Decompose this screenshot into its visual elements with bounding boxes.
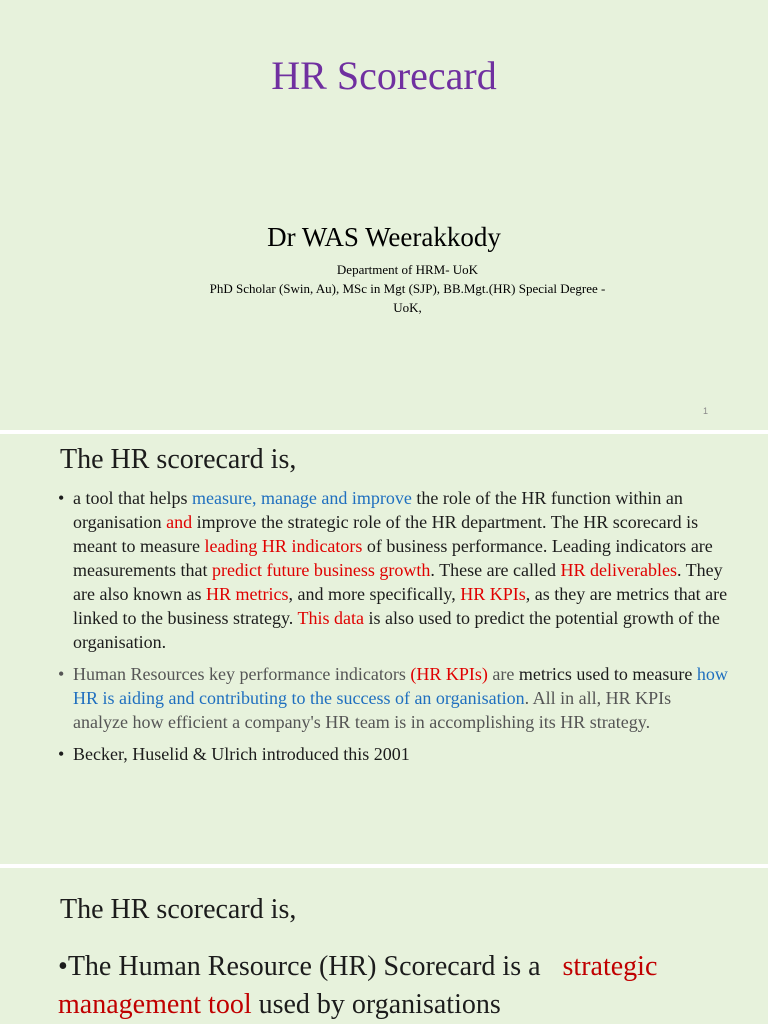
bullet-item	[58, 486, 728, 654]
bullet-item	[58, 662, 728, 734]
text-run: . All in all, HR KPIs analyze how efficient a company's HR team is in accomplishing its HR strategy.	[73, 688, 672, 732]
text-run: of business performance. Leading indicators are measurements that	[73, 536, 713, 580]
highlight-text: how HR is aiding and contributing to the success of an organisation	[73, 664, 728, 708]
slide-1	[0, 0, 768, 430]
highlight-text: (HR KPIs)	[410, 664, 488, 684]
highlight-text: and	[166, 512, 193, 532]
highlight-text: HR KPIs	[460, 584, 526, 604]
affiliation-qualifications: PhD Scholar (Swin, Au), MSc in Mgt (SJP), BB.Mgt.(HR) Special Degree -	[209, 281, 606, 296]
bullet-icon: •	[58, 744, 65, 764]
slide-3	[0, 868, 768, 1024]
text-run: Becker, Huselid & Ulrich introduced this 2001	[73, 744, 410, 764]
text-run: the role of the HR function within an organisation	[73, 488, 683, 532]
affiliation-department: Department of HRM- UoK	[336, 262, 479, 277]
page-number: 1	[702, 406, 708, 416]
text-run: , as they are metrics that are linked to the business strategy.	[73, 584, 728, 628]
highlight-text: This data	[297, 608, 364, 628]
highlight-text: predict future business growth	[211, 560, 431, 580]
bullet-list	[58, 486, 728, 774]
slide-heading: The HR scorecard is,	[60, 444, 297, 475]
text-run: improve the strategic role of the HR department. The HR scorecard is meant to measure	[73, 512, 699, 556]
text-run: a tool that helps	[73, 488, 192, 508]
bullet-icon: •	[58, 664, 65, 684]
highlight-text: leading HR indicators	[204, 536, 363, 556]
text-run: Human Resources key performance indicators	[73, 664, 411, 684]
highlight-text: measure, manage and improve	[191, 488, 412, 508]
text-run: The Human Resource (HR) Scorecard is a	[67, 951, 548, 982]
bullet-icon: •	[58, 488, 65, 508]
slide-2	[0, 434, 768, 864]
text-run: used by organisations	[251, 989, 501, 1020]
slide-heading: The HR scorecard is,	[60, 894, 297, 925]
bullet-item	[58, 742, 728, 766]
highlight-text: HR metrics	[205, 584, 289, 604]
affiliation-university: UoK,	[393, 300, 422, 315]
text-run: is also used to predict the potential growth of the organisation.	[73, 608, 720, 652]
text-run: . They are also known as	[73, 560, 723, 604]
text-run: , and more specifically,	[288, 584, 461, 604]
text-run: metrics used to measure	[514, 664, 697, 684]
slide-title: HR Scorecard	[271, 53, 497, 98]
bullet-item	[58, 948, 748, 1024]
highlight-text: strategic management tool	[58, 951, 658, 1020]
highlight-text: HR deliverables	[560, 560, 677, 580]
text-run: are	[487, 664, 515, 684]
bullet-icon: •	[58, 951, 68, 982]
text-run: . These are called	[430, 560, 561, 580]
author-name: Dr WAS Weerakkody	[267, 222, 501, 252]
